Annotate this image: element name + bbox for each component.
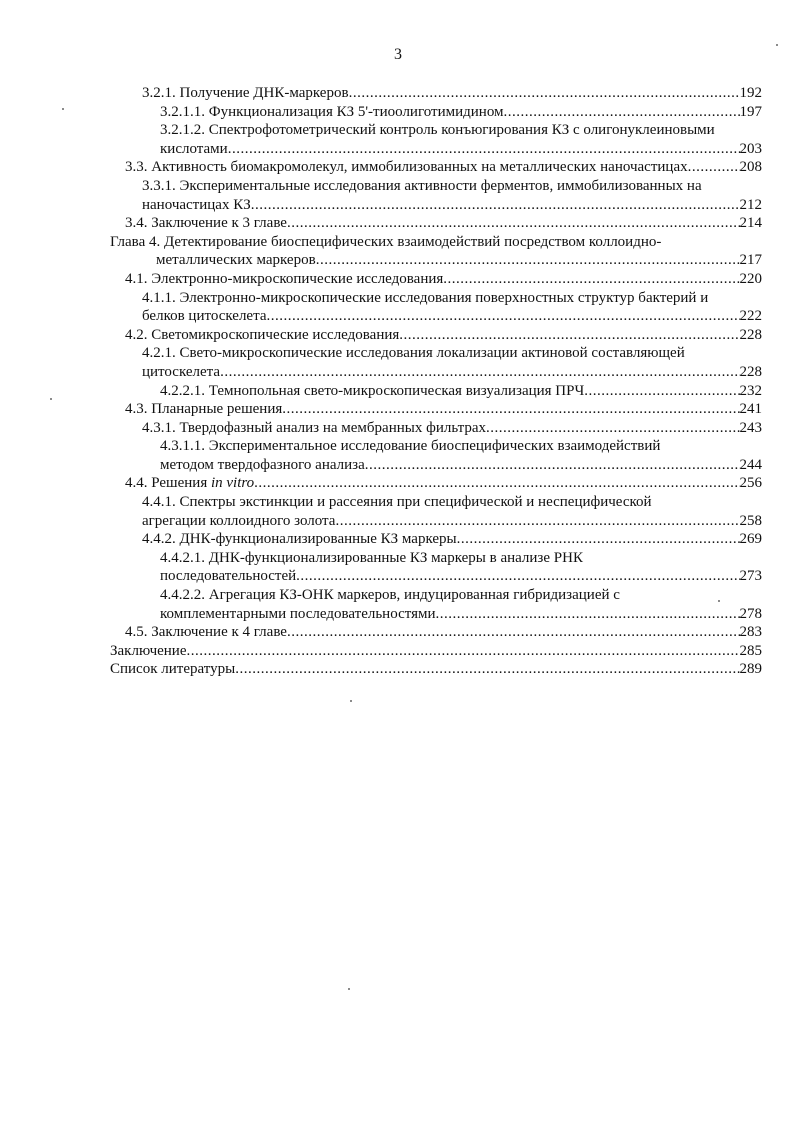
toc-entry[interactable] bbox=[110, 549, 762, 586]
toc-entry[interactable] bbox=[110, 382, 762, 401]
scan-speck bbox=[776, 44, 778, 46]
dot-leader bbox=[282, 400, 739, 419]
toc-entry-page: 283 bbox=[739, 624, 762, 641]
scan-speck bbox=[62, 108, 64, 110]
toc-entry-page: 208 bbox=[739, 159, 762, 176]
toc-entry[interactable] bbox=[110, 623, 762, 642]
toc-entry[interactable] bbox=[110, 270, 762, 289]
dot-leader bbox=[267, 307, 740, 326]
toc-entry-page: 197 bbox=[739, 103, 762, 120]
toc-entry-page: 289 bbox=[739, 661, 762, 678]
toc-entry-title-cont: белков цитоскелета bbox=[142, 308, 267, 325]
dot-leader bbox=[436, 605, 740, 624]
dot-leader bbox=[399, 326, 739, 345]
toc-entry[interactable] bbox=[110, 326, 762, 345]
toc-entry-title: 4.4.2. ДНК-функционализированные КЗ маркеры bbox=[142, 531, 457, 548]
toc-entry-page: 241 bbox=[739, 401, 762, 418]
toc-entry[interactable] bbox=[110, 660, 762, 679]
toc-entry-title: 4.3. Планарные решения bbox=[125, 401, 283, 418]
toc-entry-page: 256 bbox=[739, 475, 762, 492]
toc-entry-title: Глава 4. Детектирование биоспецифических взаимодействий посредством коллоидно- bbox=[110, 233, 662, 250]
toc-entry-page: 220 bbox=[739, 270, 762, 287]
dot-leader bbox=[220, 363, 739, 382]
toc-entry-page: 232 bbox=[739, 382, 762, 399]
toc-entry[interactable] bbox=[110, 233, 762, 270]
toc-entry-title: 4.2.1. Свето-микроскопические исследования локализации актиновой составляющей bbox=[142, 345, 685, 362]
dot-leader bbox=[504, 103, 740, 122]
toc-entry-page: 243 bbox=[739, 419, 762, 436]
dot-leader bbox=[443, 270, 739, 289]
page-number: 3 bbox=[394, 46, 402, 63]
dot-leader bbox=[584, 382, 739, 401]
toc-entry-title-cont: методом твердофазного анализа bbox=[160, 456, 365, 473]
scan-speck bbox=[50, 398, 52, 400]
toc-entry-title-cont: металлических маркеров bbox=[156, 252, 316, 269]
scan-speck bbox=[348, 988, 350, 990]
toc-entry[interactable] bbox=[110, 158, 762, 177]
toc-entry[interactable] bbox=[110, 530, 762, 549]
toc-entry-page: 217 bbox=[739, 252, 762, 269]
dot-leader bbox=[287, 214, 740, 233]
toc-entry-title: 4.1.1. Электронно-микроскопические исследования поверхностных структур бактерий и bbox=[142, 289, 709, 306]
dot-leader bbox=[457, 530, 740, 549]
toc-entry-title: 4.4.1. Спектры экстинкции и рассеяния при специфической и неспецифической bbox=[142, 494, 652, 511]
dot-leader bbox=[235, 660, 739, 679]
toc-entry-title: 3.3.1. Экспериментальные исследования активности ферментов, иммобилизованных на bbox=[142, 177, 702, 194]
toc-entry[interactable] bbox=[110, 493, 762, 530]
toc-entry-title: 4.3.1. Твердофазный анализ на мембранных фильтрах bbox=[142, 419, 486, 436]
toc-entry-title: 4.1. Электронно-микроскопические исследования bbox=[125, 270, 444, 287]
dot-leader bbox=[335, 512, 739, 531]
toc-entry[interactable] bbox=[110, 642, 762, 661]
toc-entry-title: 3.2.1.2. Спектрофотометрический контроль конъюгирования КЗ с олигонуклеиновыми bbox=[160, 122, 715, 139]
toc-entry-title-cont: последовательностей bbox=[160, 568, 297, 585]
toc-entry-title-cont: агрегации коллоидного золота bbox=[142, 512, 336, 529]
toc-entry-title: 4.4.2.2. Агрегация КЗ-ОНК маркеров, индуцированная гибридизацией с bbox=[160, 587, 620, 604]
toc-entry[interactable] bbox=[110, 84, 762, 103]
toc-entry-title: 3.3. Активность биомакромолекул, иммобилизованных на металлических наночастицах bbox=[125, 159, 688, 176]
dot-leader bbox=[254, 474, 739, 493]
toc-entry[interactable] bbox=[110, 344, 762, 381]
scan-speck bbox=[718, 600, 720, 602]
toc-entry-page: 212 bbox=[739, 196, 762, 213]
toc-entry-title: 4.2. Светомикроскопические исследования bbox=[125, 326, 400, 343]
toc-entry[interactable] bbox=[110, 437, 762, 474]
dot-leader bbox=[688, 158, 740, 177]
toc-entry-page: 278 bbox=[739, 605, 762, 622]
toc-entry[interactable] bbox=[110, 214, 762, 233]
toc-entry-page: 285 bbox=[739, 642, 762, 659]
toc-entry-title: 4.2.2.1. Темнопольная свето-микроскопическая визуализация ПРЧ bbox=[160, 382, 585, 399]
toc-entry-title: 4.4.2.1. ДНК-функционализированные КЗ маркеры в анализе РНК bbox=[160, 549, 583, 566]
toc-entry-page: 192 bbox=[739, 85, 762, 101]
toc-entry-title-cont: наночастицах КЗ bbox=[142, 196, 251, 213]
toc-entry[interactable] bbox=[110, 103, 762, 122]
toc-entry-page: 273 bbox=[739, 568, 762, 585]
toc-entry-title: 4.3.1.1. Экспериментальное исследование биоспецифических взаимодействий bbox=[160, 438, 661, 455]
dot-leader bbox=[287, 623, 740, 642]
toc-entry-page: 244 bbox=[739, 456, 762, 473]
toc-entry-title: Заключение bbox=[110, 642, 187, 659]
toc-entry-page: 258 bbox=[739, 512, 762, 529]
toc-entry-page: 222 bbox=[739, 308, 762, 325]
dot-leader bbox=[251, 196, 740, 215]
toc-entry-title-cont: комплементарными последовательностями bbox=[160, 605, 436, 622]
toc-entry-title: 3.2.1.1. Функционализация КЗ 5'-тиоолиготимидином bbox=[160, 103, 504, 120]
dot-leader bbox=[316, 251, 740, 270]
table-of-contents bbox=[110, 84, 762, 679]
dot-leader bbox=[365, 456, 740, 475]
toc-entry[interactable] bbox=[110, 121, 762, 158]
toc-entry-page: 214 bbox=[739, 215, 762, 232]
toc-entry-page: 228 bbox=[739, 326, 762, 343]
dot-leader bbox=[187, 642, 740, 661]
toc-entry-title: 4.4. Решения in vitro bbox=[125, 475, 255, 492]
dot-leader bbox=[486, 419, 740, 438]
toc-entry[interactable] bbox=[110, 586, 762, 623]
toc-entry-page: 269 bbox=[739, 531, 762, 548]
toc-entry-title: 3.4. Заключение к 3 главе bbox=[125, 215, 287, 232]
dot-leader bbox=[228, 140, 740, 159]
toc-entry-title: 3.2.1. Получение ДНК-маркеров bbox=[142, 85, 349, 101]
scan-speck bbox=[350, 700, 352, 702]
toc-entry[interactable] bbox=[110, 474, 762, 493]
toc-entry[interactable] bbox=[110, 419, 762, 438]
dot-leader bbox=[296, 567, 739, 586]
toc-entry-page: 228 bbox=[739, 363, 762, 380]
toc-entry-title-cont: цитоскелета bbox=[142, 363, 221, 380]
toc-entry-title: Список литературы bbox=[110, 661, 236, 678]
toc-entry[interactable] bbox=[110, 177, 762, 214]
toc-entry-title: 4.5. Заключение к 4 главе bbox=[125, 624, 287, 641]
toc-entry[interactable] bbox=[110, 289, 762, 326]
toc-entry-title-cont: кислотами bbox=[160, 140, 228, 157]
dot-leader bbox=[349, 84, 740, 103]
toc-entry[interactable] bbox=[110, 400, 762, 419]
toc-entry-page: 203 bbox=[739, 140, 762, 157]
